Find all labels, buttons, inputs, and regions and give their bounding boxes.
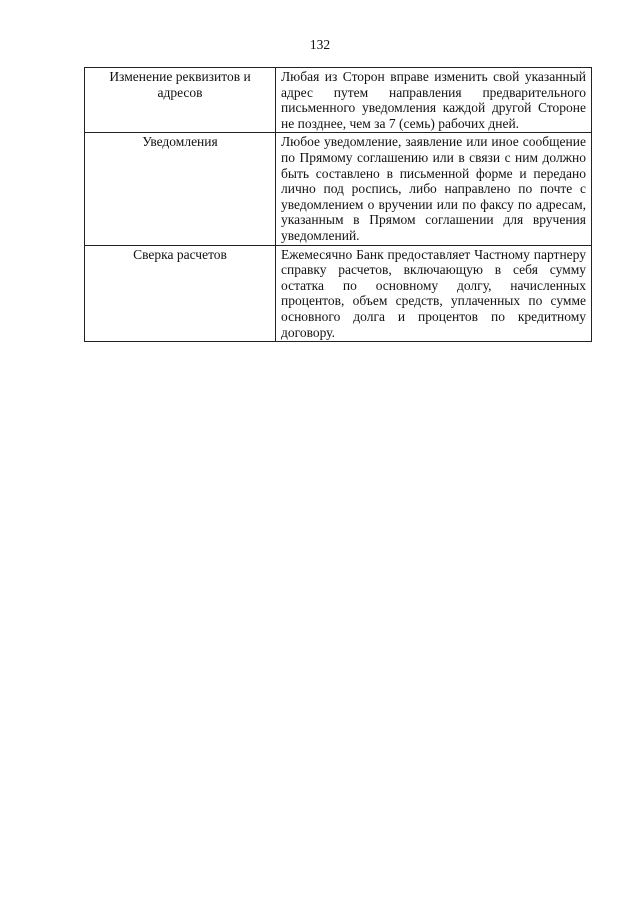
page-number: 132 [309,37,331,52]
term-cell: Изменение реквизитов и адресов [85,68,276,133]
description-cell: Любая из Сторон вправе изменить свой указанный адрес путем направления предварительного письменного уведомления каждой другой Стороне не позднее, чем за 7 (семь) рабочих дней. [276,68,592,133]
table-row [85,133,592,245]
terms-table [84,67,592,342]
description-cell: Любое уведомление, заявление или иное сообщение по Прямому соглашению или в связи с ним должно быть составлено в письменной форме и передано лично под роспись, либо направлено по почте с уведомлением о вручении или по факсу по адресам, указанным в Прямом соглашении для вручения уведомлений. [276,133,592,245]
description-cell: Ежемесячно Банк предоставляет Частному партнеру справку расчетов, включающую в себя сумму остатка по основному долгу, начисленных процентов, объем средств, уплаченных по сумме основного долга и процентов по кредитному договору. [276,245,592,342]
table-row [85,68,592,133]
term-cell: Уведомления [85,133,276,245]
term-cell: Сверка расчетов [85,245,276,342]
table-row [85,245,592,342]
